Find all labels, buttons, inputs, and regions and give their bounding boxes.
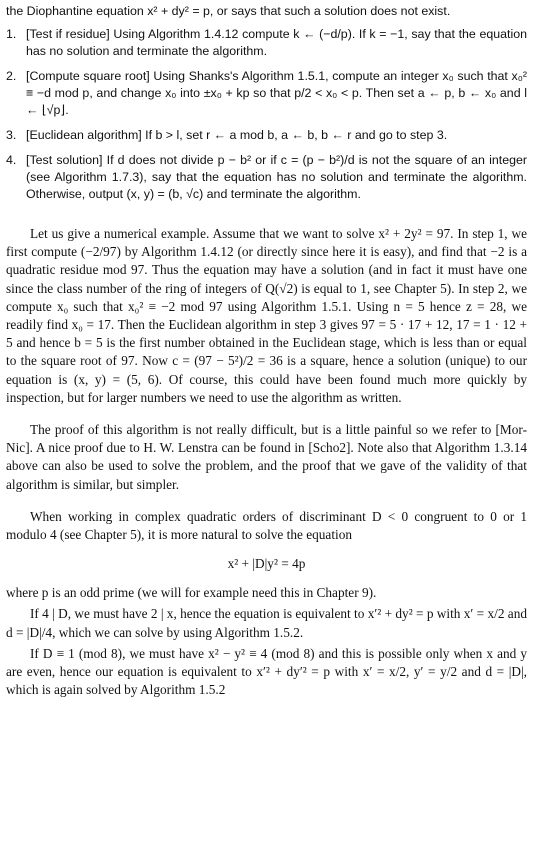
algorithm-step — [6, 127, 527, 144]
step-text: [Test solution] If d does not divide p − b² or if c = (p − b²)/d is not the square of an integer (see Algorithm 1.7.3), say that the equation has no solution and terminate the algorithm. Otherwise, output (x, y) = (b, √c) and terminate the algorithm. — [26, 153, 527, 201]
algorithm-step — [6, 26, 527, 60]
paragraph-odd-prime: where p is an odd prime (we will for example need this in Chapter 9). — [6, 585, 377, 601]
display-equation: x² + |D|y² = 4p — [227, 556, 306, 572]
algorithm-steps — [6, 26, 527, 203]
algorithm-block — [6, 3, 527, 203]
step-number: 3. — [6, 128, 17, 142]
step-text: [Euclidean algorithm] If b > l, set r ← a mod b, a ← b, b ← r and go to step 3. — [26, 128, 448, 142]
algorithm-step — [6, 152, 527, 203]
body-text — [6, 225, 527, 699]
step-number: 2. — [6, 69, 17, 83]
paragraph-complex-orders: When working in complex quadratic orders of discriminant D < 0 congruent to 0 or 1 modulo 4 (see Chapter 5), it is more natural to solve the equation — [6, 508, 527, 543]
paragraph-case-d-1-mod-8: If D ≡ 1 (mod 8), we must have x² − y² ≡ 4 (mod 8) and this is possible only when x and y are even, hence our equation is equivalent to x′² + dy′² = p with x′ = x/2, y′ = y/2 and d = |D|, which is again solved by Algorithm 1.5.2 — [6, 645, 527, 698]
paragraph-example: Let us give a numerical example. Assume that we want to solve x² + 2y² = 97. In step 1, we first compute (−2/97) by Algorithm 1.4.12 (or directly since here it is easy), and find that −2 is a quadratic residue mod 97. Thus the equation may have a solution (and in fact it must have one since the class number of the ring of integers of Q(√2) is equal to 1, see Chapter 5). In step 2, we compute x₀ such that x₀² ≡ −2 mod 97 using Algorithm 1.5.1. Using n = 5 hence z = 28, we readily find x₀ = 17. Then the Euclidean algorithm in step 3 gives 97 = 5 · 17 + 12, 17 = 1 · 12 + 5 and hence b = 5 is the first number obtained in the Euclidean stage, which is less than or equal to the square root of 97. Now c = (97 − 5²)/2 = 36 is a square, hence a solution (unique) to our equation is (x, y) = (5, 6). Of course, this could have been found much more quickly by inspection, but for larger numbers we need to use the algorithm as written. — [6, 226, 527, 405]
step-number: 4. — [6, 153, 17, 167]
algorithm-step — [6, 68, 527, 119]
step-text: [Compute square root] Using Shanks's Algorithm 1.5.1, compute an integer x₀ such that x₀² ≡ −d mod p, and change x₀ into ±x₀ + kp so that p/2 < x₀ < p. Then set a ← p, b ← x₀ and l ← ⌊√p⌋. — [26, 69, 527, 117]
step-number: 1. — [6, 27, 17, 41]
step-text: [Test if residue] Using Algorithm 1.4.12 compute k ← (−d/p). If k = −1, say that the equation has no solution and terminate the algorithm. — [26, 27, 527, 58]
paragraph-proof: The proof of this algorithm is not really difficult, but is a little painful so we refer to [Mor-Nic]. A nice proof due to H. W. Lenstra can be found in [Scho2]. Note also that Algorithm 1.3.14 above can also be used to solve the problem, and the proof that we gave of the validity of that algorithm is similar, but simpler. — [6, 422, 527, 492]
paragraph-case-4-divides-d: If 4 | D, we must have 2 | x, hence the equation is equivalent to x′² + dy² = p with x′ = x/2 and d = |D|/4, which we can solve by using Algorithm 1.5.2. — [6, 606, 527, 640]
intro-text: the Diophantine equation x² + dy² = p, or says that such a solution does not exist. — [6, 4, 451, 18]
